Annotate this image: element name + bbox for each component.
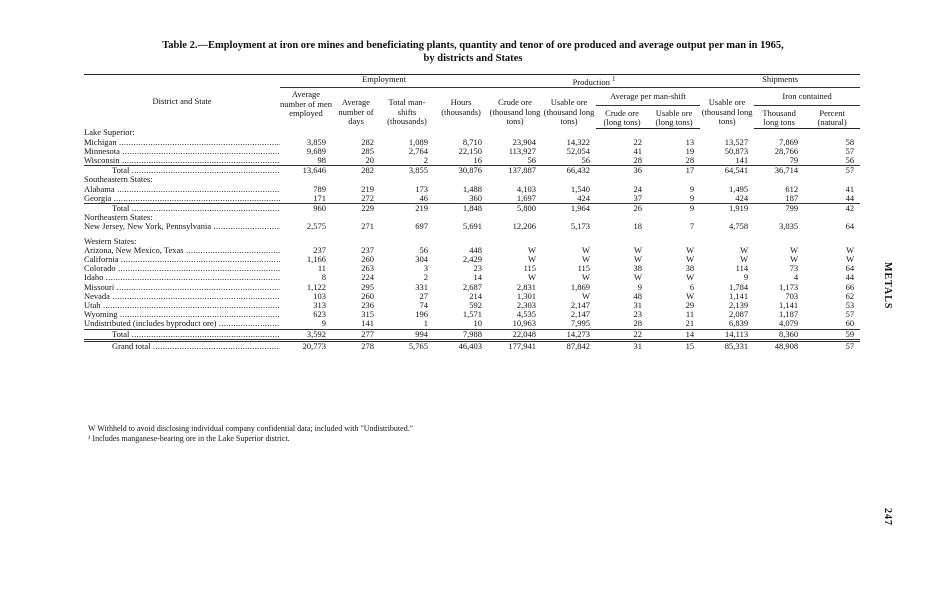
- table-cell: 282: [361, 136, 374, 147]
- table-cell: W: [528, 272, 537, 283]
- total-row: [84, 166, 860, 176]
- table-cell: 1,697: [516, 192, 537, 203]
- table-cell: 15: [648, 340, 700, 351]
- table-cell: 224: [361, 272, 374, 283]
- row-label: [84, 203, 280, 213]
- table-cell: 14,273: [542, 329, 596, 340]
- row-label: [84, 340, 280, 351]
- row-label: [84, 319, 280, 329]
- row-label: [84, 156, 280, 166]
- table-cell: W: [634, 253, 643, 264]
- table-cell: 24: [633, 183, 643, 194]
- row-label-text: Undistributed (includes byproduct ore) .....: [84, 319, 280, 328]
- table-cell: 8,710: [462, 136, 483, 147]
- table-cell: 196: [415, 309, 428, 320]
- table-cell: 14,113: [700, 329, 754, 340]
- table-cell: 46,403: [434, 340, 488, 351]
- table-cell: 703: [785, 290, 799, 301]
- table-cell: 187: [785, 192, 799, 203]
- percent-header: Percent (natural): [804, 105, 860, 128]
- production-header: [488, 75, 700, 88]
- table-cell: 2,687: [462, 281, 483, 292]
- table-cell: 7,869: [778, 136, 799, 147]
- table-cell: 9,689: [306, 145, 326, 156]
- table-cell: 229: [332, 203, 380, 213]
- table-cell: 141: [361, 318, 374, 329]
- side-label: METALS: [882, 262, 893, 310]
- table-cell: 16: [473, 154, 483, 165]
- table-cell: 331: [415, 281, 428, 292]
- table-cell: 64: [845, 263, 855, 274]
- table-cell: 994: [380, 329, 434, 340]
- table-cell: 44: [845, 192, 855, 203]
- table-cell: 48,908: [754, 340, 804, 351]
- row-label: [84, 264, 280, 273]
- table-title-line-1: Table 2.—Employment at iron ore mines and beneficiating plants, quantity and tenor of ore produced and average output per man in 1965,: [162, 40, 784, 51]
- row-label: [84, 166, 280, 176]
- table-cell: 44: [845, 272, 855, 283]
- table-cell: 4,535: [516, 309, 537, 320]
- table-cell: 1,964: [542, 203, 596, 213]
- table-cell: 3,035: [778, 221, 799, 232]
- table-cell: 789: [313, 183, 326, 194]
- table-cell: 19: [685, 145, 695, 156]
- table-cell: 56: [581, 154, 591, 165]
- table-cell: 20: [365, 154, 374, 165]
- table-cell: 1,495: [728, 183, 749, 194]
- table-cell: 115: [577, 263, 591, 274]
- table-cell: 960: [280, 203, 332, 213]
- table-cell: 28: [633, 318, 643, 329]
- table-cell: 1,784: [728, 281, 749, 292]
- table-cell: 3: [423, 263, 428, 274]
- table-cell: 62: [845, 290, 855, 301]
- table-cell: 11: [685, 309, 695, 320]
- hours-header: Hours (thousands): [441, 97, 481, 117]
- table-cell: 114: [735, 263, 749, 274]
- row-label: [84, 329, 280, 340]
- table-cell: 360: [469, 192, 483, 203]
- table-cell: 7,995: [570, 318, 591, 329]
- table-cell: 171: [313, 192, 326, 203]
- table-cell: 2,303: [516, 299, 537, 310]
- thousand-long-tons-header: Thousand long tons: [754, 105, 804, 128]
- table-cell: 4: [793, 272, 799, 283]
- avg-men-header: Average number of men employed: [280, 89, 332, 119]
- grand-total-row: [84, 340, 860, 351]
- table-cell: W: [528, 244, 537, 255]
- table-cell: 5,800: [488, 203, 542, 213]
- row-label-text: Northeastern States:: [84, 213, 153, 223]
- ship-usable-header: Usable ore (thousand long tons): [701, 97, 753, 127]
- page-number: 247: [882, 508, 893, 526]
- table-cell: 236: [361, 299, 374, 310]
- table-cell: 22,048: [488, 329, 542, 340]
- table-cell: 56: [527, 154, 537, 165]
- table-cell: 260: [361, 290, 374, 301]
- production-footnote-mark: 1: [612, 75, 616, 83]
- table-cell: 1,571: [462, 309, 483, 320]
- table-cell: 74: [419, 299, 428, 310]
- table-cell: 14: [648, 329, 700, 340]
- table-cell: 73: [789, 263, 799, 274]
- table-cell: 277: [332, 329, 380, 340]
- table-cell: W: [686, 244, 695, 255]
- table-cell: W: [582, 244, 591, 255]
- table-cell: 36,714: [754, 166, 804, 176]
- table-cell: 177,941: [488, 340, 542, 351]
- row-label-text: Minnesota .....: [84, 147, 280, 156]
- table-cell: 23: [473, 263, 483, 274]
- table-cell: 1,187: [778, 309, 799, 320]
- row-label: [84, 255, 280, 264]
- table-cell: 9: [689, 192, 695, 203]
- man-shifts-header: Total man-shifts (thousands): [387, 97, 427, 127]
- table-cell: 3,855: [380, 166, 434, 176]
- iron-contained-header: Iron contained: [754, 88, 860, 106]
- table-cell: W: [846, 244, 855, 255]
- table-cell: 36: [596, 166, 648, 176]
- table-cell: 10,963: [512, 318, 537, 329]
- table-cell: 38: [685, 263, 695, 274]
- table-cell: W: [790, 244, 799, 255]
- table-cell: 57: [804, 340, 860, 351]
- table-cell: 9: [743, 272, 749, 283]
- row-label-text: Missouri .....: [84, 283, 280, 292]
- table-cell: 697: [415, 221, 428, 232]
- table-cell: 5,691: [462, 221, 483, 232]
- row-label-text: Nevada .....: [84, 292, 280, 301]
- table-cell: 7: [689, 221, 695, 232]
- table-cell: W: [582, 290, 591, 301]
- table-cell: 2,429: [462, 253, 483, 264]
- table-cell: 592: [469, 299, 483, 310]
- table-cell: 1,848: [434, 203, 488, 213]
- table-cell: 64,541: [700, 166, 754, 176]
- table-cell: W: [528, 253, 537, 264]
- table-cell: 448: [469, 244, 483, 255]
- table-cell: 59: [804, 329, 860, 340]
- table-cell: 26: [596, 203, 648, 213]
- table-cell: 237: [361, 244, 374, 255]
- table-cell: 60: [845, 318, 855, 329]
- table-row: [84, 194, 860, 204]
- table-cell: 1: [423, 318, 428, 329]
- table-cell: W: [686, 290, 695, 301]
- table-cell: W: [582, 272, 591, 283]
- table-cell: 8,360: [754, 329, 804, 340]
- table-cell: 424: [577, 192, 591, 203]
- table-cell: 1,919: [700, 203, 754, 213]
- row-label: [84, 292, 280, 301]
- production-header-label: Production: [572, 76, 610, 87]
- table-cell: 1,488: [462, 183, 483, 194]
- footnote-1: ¹ Includes manganese-bearing ore in the Lake Superior district.: [88, 434, 290, 443]
- table-cell: 237: [313, 244, 326, 255]
- table-cell: 48: [633, 290, 643, 301]
- table-cell: 1,141: [728, 290, 749, 301]
- table-cell: 799: [754, 203, 804, 213]
- table-cell: 11: [317, 263, 326, 274]
- row-label-text: Lake Superior:: [84, 128, 135, 138]
- table-cell: 85,331: [700, 340, 754, 351]
- table-cell: W: [634, 244, 643, 255]
- table-cell: 18: [633, 221, 643, 232]
- table-cell: 66,432: [542, 166, 596, 176]
- table-cell: 30,876: [434, 166, 488, 176]
- row-label-text: Wisconsin .....: [84, 156, 280, 165]
- table-cell: W: [686, 272, 695, 283]
- table-cell: 141: [735, 154, 749, 165]
- table-cell: 41: [633, 145, 643, 156]
- table-cell: 28: [633, 154, 643, 165]
- table-cell: 27: [419, 290, 428, 301]
- table-cell: 87,842: [542, 340, 596, 351]
- table-cell: 1,122: [306, 281, 326, 292]
- table-cell: 4,103: [516, 183, 537, 194]
- table-cell: 10: [473, 318, 483, 329]
- row-label-text: Total .....: [112, 203, 280, 213]
- stub-header: District and State: [84, 75, 280, 129]
- table-cell: 6: [689, 281, 695, 292]
- table-cell: 56: [845, 154, 855, 165]
- row-label: [84, 273, 280, 282]
- row-label-text: Michigan .....: [84, 138, 280, 147]
- table-cell: 5,765: [380, 340, 434, 351]
- table-body: [84, 128, 860, 351]
- row-label: [84, 310, 280, 319]
- row-label-text: Colorado .....: [84, 264, 280, 273]
- table-cell: 12,206: [512, 221, 537, 232]
- table-cell: 219: [361, 183, 374, 194]
- total-row: [84, 329, 860, 340]
- table-cell: 38: [633, 263, 643, 274]
- table-notes: [88, 424, 413, 444]
- table-cell: 1,089: [408, 136, 428, 147]
- table-cell: 56: [419, 244, 428, 255]
- table-cell: 3,592: [280, 329, 332, 340]
- table-title-line-2: by districts and States: [423, 52, 523, 64]
- table-cell: 612: [785, 183, 799, 194]
- table-cell: 53: [845, 299, 855, 310]
- table-cell: 2,087: [728, 309, 749, 320]
- table-cell: 2,139: [728, 299, 749, 310]
- table-cell: 14: [473, 272, 483, 283]
- row-label-text: California .....: [84, 255, 280, 264]
- table-cell: 1,301: [516, 290, 537, 301]
- per-man-shift-header: Average per man-shift: [596, 88, 700, 106]
- avg-days-header: Average number of days: [338, 97, 374, 127]
- table-cell: 214: [469, 290, 483, 301]
- table-cell: 113,927: [508, 145, 537, 156]
- table-cell: 13: [685, 136, 695, 147]
- row-label: [84, 222, 280, 231]
- table-cell: 7,988: [434, 329, 488, 340]
- table-cell: 58: [845, 136, 855, 147]
- table-cell: 9: [648, 203, 700, 213]
- table-cell: 13,646: [280, 166, 332, 176]
- usable-ore-header: Usable ore (thousand long tons): [543, 97, 595, 127]
- table-cell: W: [740, 253, 749, 264]
- table-title: [60, 40, 886, 65]
- crude-ore-header: Crude ore (thousand long tons): [489, 97, 541, 127]
- table-cell: W: [582, 253, 591, 264]
- table-cell: 282: [332, 166, 380, 176]
- row-label-text: Georgia .....: [84, 194, 280, 203]
- row-label: [84, 138, 280, 147]
- table-cell: 3,859: [306, 136, 326, 147]
- table-cell: 315: [361, 309, 374, 320]
- pms-crude-header: Crude ore (long tons): [596, 105, 648, 128]
- table-cell: 22,150: [458, 145, 483, 156]
- table-cell: 13,527: [724, 136, 749, 147]
- table-cell: 28: [685, 154, 695, 165]
- table-cell: 22: [596, 329, 648, 340]
- table-cell: 1,173: [778, 281, 799, 292]
- row-label-text: Total .....: [112, 166, 280, 176]
- table-cell: 42: [804, 203, 860, 213]
- table-cell: 295: [361, 281, 374, 292]
- table-cell: 20,773: [280, 340, 332, 351]
- table-cell: 66: [845, 281, 855, 292]
- row-label: [84, 301, 280, 310]
- employment-table: [84, 74, 860, 351]
- employment-header: Employment: [280, 75, 488, 88]
- table-cell: 57: [804, 166, 860, 176]
- table-cell: 219: [380, 203, 434, 213]
- table-cell: 313: [313, 299, 326, 310]
- table-cell: 21: [685, 318, 695, 329]
- row-label-text: New Jersey, New York, Pennsylvania .....: [84, 222, 280, 231]
- row-label-text: Grand total .....: [112, 341, 280, 351]
- table-cell: 2,575: [306, 221, 326, 232]
- table-cell: 52,054: [566, 145, 591, 156]
- row-label-text: Total .....: [112, 329, 280, 339]
- withheld-note: W Withheld to avoid disclosing individual company confidential data; included with "Undistributed.": [88, 424, 413, 433]
- row-label: [84, 147, 280, 156]
- row-label: [84, 185, 280, 194]
- table-cell: 9: [689, 183, 695, 194]
- table-cell: 23,904: [512, 136, 537, 147]
- row-label-text: Utah .....: [84, 301, 280, 310]
- table-cell: 2,831: [516, 281, 537, 292]
- table-cell: 1,540: [570, 183, 591, 194]
- table-cell: 17: [648, 166, 700, 176]
- table-cell: 4,079: [778, 318, 799, 329]
- table-row: [84, 222, 860, 231]
- table-cell: W: [686, 253, 695, 264]
- table-cell: 278: [332, 340, 380, 351]
- row-label-text: Southeastern States:: [84, 175, 153, 185]
- table-cell: 28,766: [774, 145, 799, 156]
- table-cell: 57: [845, 309, 855, 320]
- table-cell: 23: [633, 309, 643, 320]
- table-cell: 46: [419, 192, 428, 203]
- table-cell: 22: [633, 136, 643, 147]
- table-cell: 2,764: [408, 145, 428, 156]
- row-label: [84, 194, 280, 204]
- table-cell: W: [634, 272, 643, 283]
- table-cell: 115: [523, 263, 537, 274]
- table-cell: 103: [313, 290, 326, 301]
- total-row: [84, 203, 860, 213]
- row-label-text: Wyoming .....: [84, 310, 280, 319]
- group-label: [84, 175, 280, 184]
- table-cell: 285: [361, 145, 374, 156]
- table-cell: 2: [423, 154, 428, 165]
- table-cell: 5,173: [570, 221, 591, 232]
- table-cell: 37: [633, 192, 643, 203]
- table-cell: 263: [361, 263, 374, 274]
- table-cell: 304: [415, 253, 428, 264]
- table-cell: 50,873: [724, 145, 749, 156]
- row-label-text: Idaho .....: [84, 273, 280, 282]
- row-label-text: Alabama .....: [84, 185, 280, 194]
- table-cell: W: [790, 253, 799, 264]
- group-label: [84, 128, 280, 137]
- table-cell: 9: [637, 281, 643, 292]
- row-label: [84, 283, 280, 292]
- table-cell: W: [740, 244, 749, 255]
- row-label-text: Western States:: [84, 236, 137, 246]
- row-label-text: Arizona, New Mexico, Texas .....: [84, 246, 280, 255]
- table-cell: 272: [361, 192, 374, 203]
- table-cell: 41: [845, 183, 855, 194]
- table-cell: 1,869: [570, 281, 591, 292]
- table-cell: 57: [845, 145, 855, 156]
- table-cell: 98: [317, 154, 326, 165]
- table-cell: 260: [361, 253, 374, 264]
- table-cell: 2: [423, 272, 428, 283]
- table-cell: 8: [321, 272, 326, 283]
- shipments-header: Shipments: [700, 75, 860, 88]
- table-cell: 9: [321, 318, 326, 329]
- row-label: [84, 246, 280, 255]
- table-cell: 4,758: [728, 221, 749, 232]
- group-label: [84, 213, 280, 222]
- table-cell: 424: [735, 192, 749, 203]
- table-cell: 2,147: [570, 309, 591, 320]
- table-cell: 2,147: [570, 299, 591, 310]
- group-label: [84, 237, 280, 246]
- table-cell: 173: [415, 183, 428, 194]
- pms-usable-header: Usable ore (long tons): [648, 105, 700, 128]
- table-cell: 14,322: [566, 136, 591, 147]
- table-cell: 31: [633, 299, 643, 310]
- table-cell: 623: [313, 309, 326, 320]
- table-row: [84, 319, 860, 329]
- table-cell: 64: [845, 221, 855, 232]
- table-cell: 137,887: [488, 166, 542, 176]
- table-cell: 6,839: [728, 318, 749, 329]
- table-cell: 29: [685, 299, 695, 310]
- table-cell: W: [846, 253, 855, 264]
- table-cell: 1,141: [778, 299, 799, 310]
- table-cell: 79: [789, 154, 799, 165]
- table-cell: 271: [361, 221, 374, 232]
- table-cell: 31: [596, 340, 648, 351]
- table-cell: 1,166: [306, 253, 326, 264]
